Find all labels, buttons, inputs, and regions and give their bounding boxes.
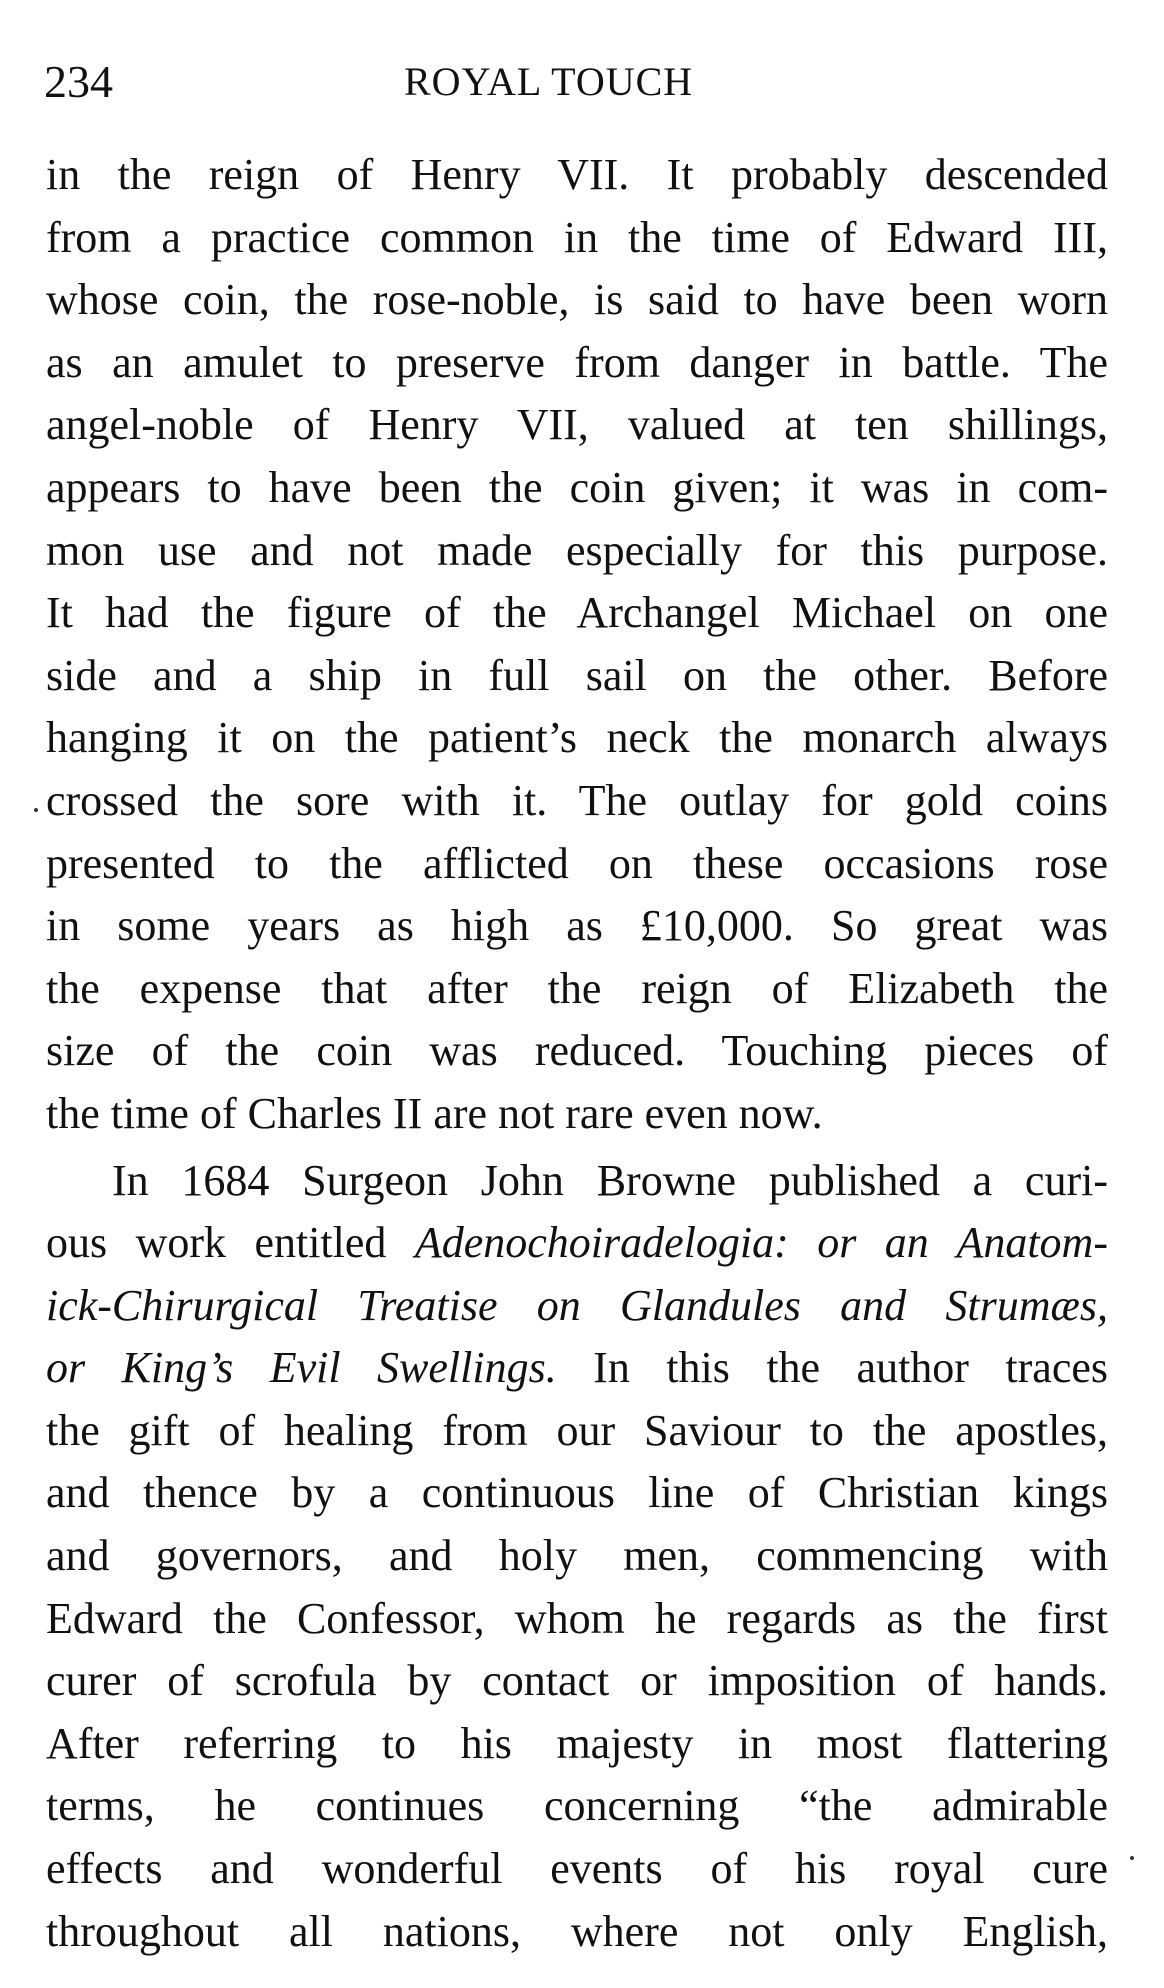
scan-speck [34,808,38,812]
text-line: terms, he continues concerning “the admirable [46,1781,1108,1831]
text-run: ous work entitled [46,1218,415,1268]
text-line: presented to the afflicted on these occasions rose [46,838,1108,888]
text-line: in the reign of Henry VII. It probably descended [46,150,1108,199]
text-line: crossed the sore with it. The outlay for gold coins [46,775,1108,825]
text-line: and thence by a continuous line of Christian kings [46,1468,1108,1518]
book-title-italic: Adenochoiradelogia: or an Anatom- [414,1218,1108,1268]
text-line: size of the coin was reduced. Touching pieces of [46,1026,1108,1076]
text-run: In this the author traces [556,1343,1108,1393]
text-line: in some years as high as £10,000. So great was [46,901,1108,951]
text-line: and governors, and holy men, commencing with [46,1531,1108,1581]
running-title: ROYAL TOUCH [404,59,694,104]
text-line: appears to have been the coin given; it was in com- [46,462,1108,512]
scan-speck [1130,1856,1134,1860]
text-line: It had the figure of the Archangel Michael on one [46,588,1108,638]
text-line [46,1275,1108,1338]
text-line: mon use and not made especially for this purpose. [46,525,1108,575]
text-line [46,1337,1108,1400]
text-line: After referring to his majesty in most flattering [46,1718,1108,1768]
text-line: Edward the Confessor, whom he regards as the first [46,1593,1108,1643]
text-line: effects and wonderful events of his royal cure [46,1844,1108,1894]
running-head [44,52,1104,112]
text-line: the gift of healing from our Saviour to the apostles, [46,1405,1108,1455]
text-line: the time of Charles II are not rare even now. [46,1088,823,1138]
text-line: hanging it on the patient’s neck the monarch always [46,713,1108,763]
page-number: 234 [44,56,113,107]
text-line: the expense that after the reign of Elizabeth the [46,963,1108,1013]
text-line [46,1212,1108,1275]
text-line: from a practice common in the time of Edward III, [46,212,1108,262]
text-line: as an amulet to preserve from danger in battle. The [46,337,1108,387]
book-title-italic: ick-Chirurgical Treatise on Glandules and Strumæs, [46,1280,1108,1330]
body-text [46,144,1108,1963]
text-line: side and a ship in full sail on the other. Before [46,650,1108,700]
text-line: whose coin, the rose-noble, is said to have been worn [46,275,1108,325]
book-title-italic: or King’s Evil Swellings. [46,1343,557,1393]
text-line: angel-noble of Henry VII, valued at ten shillings, [46,400,1108,450]
text-line: curer of scrofula by contact or imposition of hands. [46,1656,1108,1706]
text-line: throughout all nations, where not only English, [46,1906,1108,1956]
text-line: In 1684 Surgeon John Browne published a curi- [112,1155,1108,1205]
